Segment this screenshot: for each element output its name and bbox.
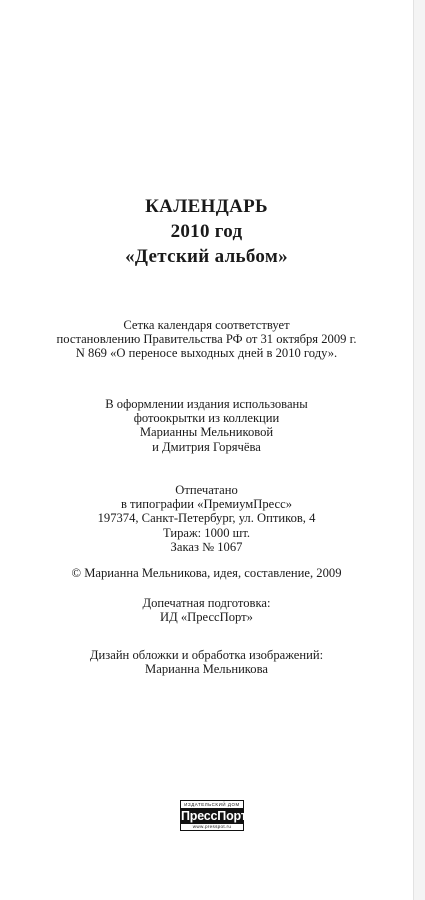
title-line-subtitle: «Детский альбом» — [125, 246, 288, 267]
print-run: Тираж: 1000 шт. — [162, 525, 251, 540]
photo-credit — [0, 397, 413, 454]
grid-notice-line: Сетка календаря соответствует — [123, 318, 290, 332]
page-title — [0, 194, 413, 269]
publisher-logo — [180, 800, 247, 831]
prepress-publisher: ИД «ПрессПорт» — [160, 610, 253, 625]
photo-credit-line: фотоокрытки из коллекции — [133, 411, 280, 426]
design-credit-name: Марианна Мельникова — [145, 662, 268, 677]
prepress — [0, 596, 413, 624]
photo-credit-line: Марианны Мельниковой — [139, 425, 274, 440]
grid-notice — [0, 318, 413, 361]
publisher-logo-top: ИЗДАТЕЛЬСКИЙ ДОМ — [184, 802, 240, 807]
title-line-calendar: КАЛЕНДАРЬ — [145, 196, 268, 217]
publisher-logo-name: ПрессПорт — [181, 809, 247, 823]
copyright — [0, 566, 413, 580]
publisher-logo-url: www.presspot.ru — [192, 824, 232, 829]
grid-notice-line: постановлению Правительства РФ от 31 октября 2009 г. — [56, 332, 357, 347]
design-credit-label: Дизайн обложки и обработка изображений: — [89, 648, 324, 662]
photo-credit-line: В оформлении издания использованы — [105, 397, 308, 411]
photo-credit-line: и Дмитрия Горячёва — [152, 439, 261, 454]
printing-info — [0, 483, 413, 554]
page-edge — [413, 0, 425, 900]
title-line-year: 2010 год — [170, 221, 243, 242]
design-credit — [0, 648, 413, 676]
grid-notice-line: N 869 «О переносе выходных дней в 2010 году». — [75, 346, 338, 361]
copyright-line: © Марианна Мельникова, идея, составление, 2009 — [71, 566, 342, 580]
printing-line: в типографии «ПремиумПресс» — [120, 497, 293, 512]
printing-line: Отпечатано — [175, 483, 238, 497]
printing-address: 197374, Санкт-Петербург, ул. Оптиков, 4 — [97, 511, 316, 526]
order-number: Заказ № 1067 — [170, 539, 243, 554]
prepress-label: Допечатная подготовка: — [142, 596, 271, 610]
